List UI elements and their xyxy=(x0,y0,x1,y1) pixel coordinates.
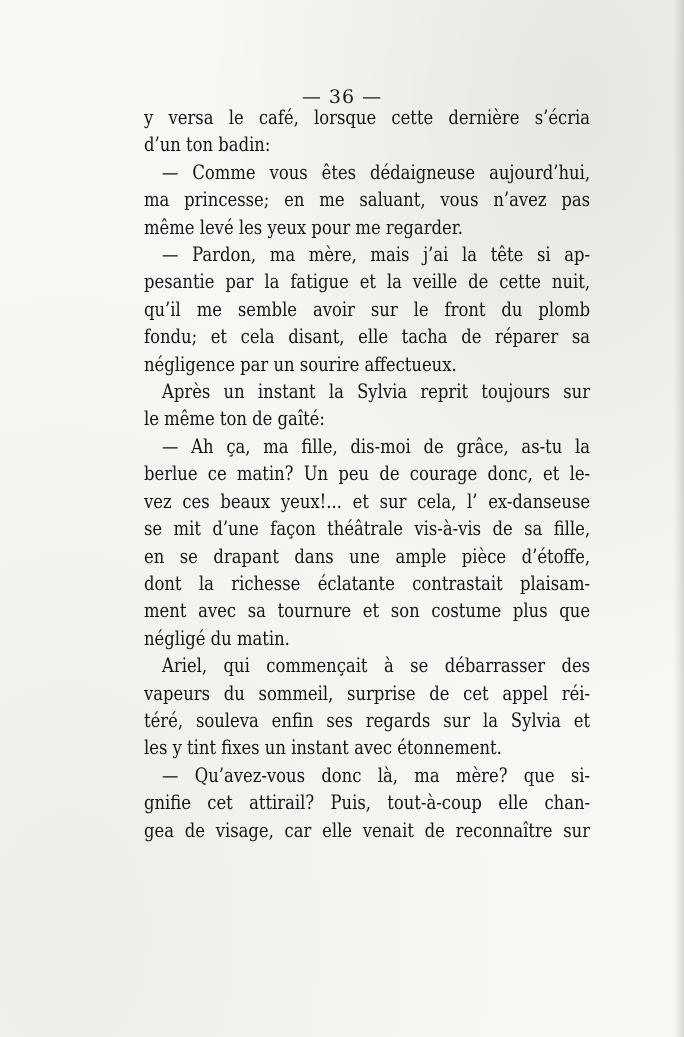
text-line: qu’il me semble avoir sur le front du plomb xyxy=(144,296,591,321)
text-line: vapeurs du sommeil, surprise de cet appel réi- xyxy=(144,680,591,705)
text-line: se mit d’une façon théâtrale vis-à-vis de sa fille, xyxy=(144,516,591,541)
text-line: négligé du matin. xyxy=(144,625,290,650)
text-line: Après un instant la Sylvia reprit toujours sur xyxy=(162,379,591,404)
text-line: — Pardon, ma mère, mais j’ai la tête si ap- xyxy=(162,242,591,267)
text-line: gnifie cet attirail? Puis, tout-à-coup elle chan- xyxy=(144,790,591,815)
text-line: en se drapant dans une ample pièce d’étoffe, xyxy=(144,543,591,568)
text-line: ment avec sa tournure et son costume plus que xyxy=(144,598,591,623)
text-line: gea de visage, car elle venait de reconnaître sur xyxy=(144,817,591,842)
text-line: — Comme vous êtes dédaigneuse aujourd’hui, xyxy=(162,159,591,184)
page-number: — 36 — xyxy=(301,86,383,108)
text-line: — Ah ça, ma fille, dis-moi de grâce, as-tu la xyxy=(162,433,591,458)
text-line: le même ton de gaîté: xyxy=(144,406,325,431)
text-line: berlue ce matin? Un peu de courage donc, et le- xyxy=(144,461,591,486)
page-edge-shadow xyxy=(674,0,684,1037)
text-line: ma princesse; en me saluant, vous n’avez pas xyxy=(144,187,591,212)
text-line: d’un ton badin: xyxy=(144,132,271,157)
text-line: Ariel, qui commençait à se débarrasser des xyxy=(162,653,591,678)
text-line: téré, souleva enfin ses regards sur la Sylvia et xyxy=(144,707,591,732)
text-line: y versa le café, lorsque cette dernière s’écria xyxy=(144,105,591,129)
text-line: pesantie par la fatigue et la veille de cette nuit, xyxy=(144,269,591,294)
text-line: négligence par un sourire affectueux. xyxy=(144,351,457,376)
text-line: fondu; et cela disant, elle tacha de réparer sa xyxy=(144,324,591,349)
text-line: dont la richesse éclatante contrastait plaisam- xyxy=(144,570,591,595)
text-line: même levé les yeux pour me regarder. xyxy=(144,214,464,239)
text-line: vez ces beaux yeux!... et sur cela, l’ ex-danseuse xyxy=(144,488,591,513)
body-text xyxy=(144,104,590,844)
text-line: les y tint fixes un instant avec étonnement. xyxy=(144,735,502,760)
text-line: — Qu’avez-vous donc là, ma mère? que si- xyxy=(162,762,591,787)
